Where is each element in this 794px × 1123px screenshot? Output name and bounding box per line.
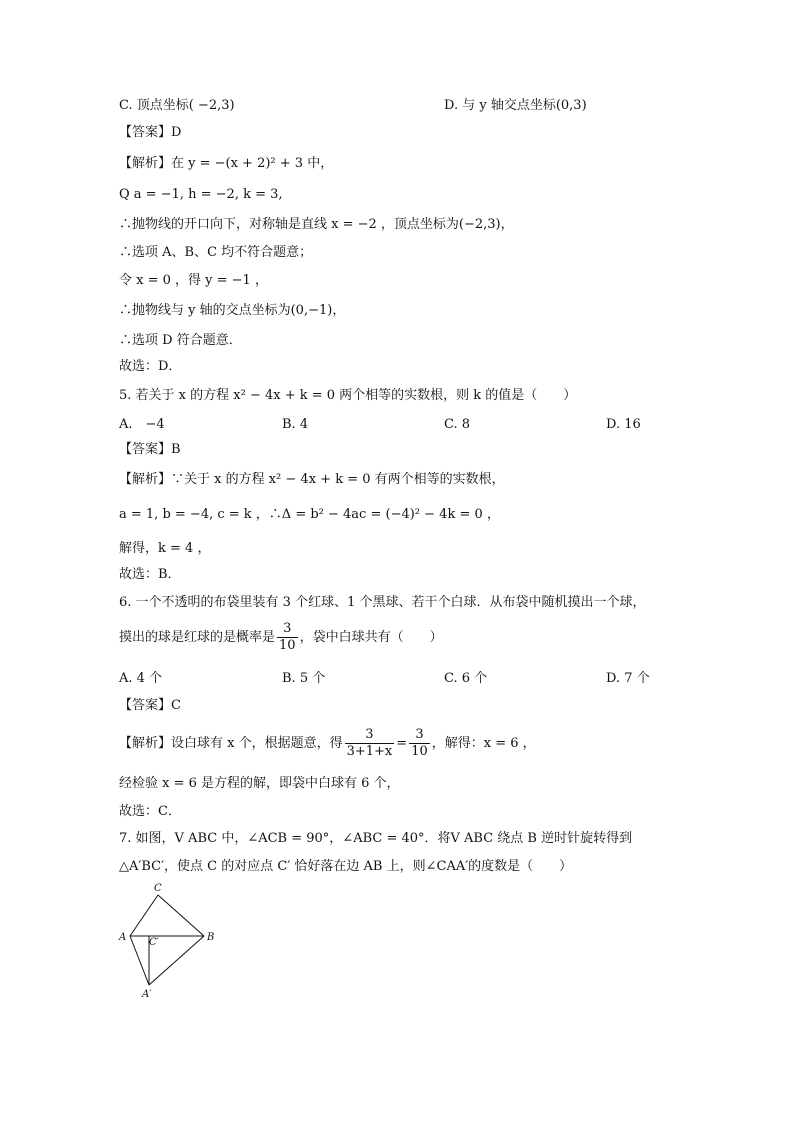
- fraction-denominator: 10: [411, 744, 428, 759]
- q5-analysis-line: 故选：B．: [119, 567, 181, 582]
- label-a-prime: A′: [142, 989, 152, 1000]
- q6-analysis-line-1: [119, 727, 536, 760]
- q6-option-a: A. 4 个: [119, 671, 163, 686]
- q6-option-d: D. 7 个: [606, 671, 650, 686]
- q4-option-c: C. 顶点坐标( −2,3): [119, 98, 235, 113]
- q5-option-a: A. −4: [119, 417, 165, 432]
- q4-analysis-line: ∴抛物线的开口向下，对称轴是直线 x = −2 ，顶点坐标为(−2,3)，: [119, 217, 514, 232]
- q4-analysis-line: ∴选项 D 符合题意．: [119, 333, 242, 348]
- q6-option-b: B. 5 个: [282, 671, 326, 686]
- equals-sign: =: [396, 736, 408, 751]
- q4-analysis-line: 故选：D．: [119, 359, 182, 374]
- q5-analysis-line: a = 1, b = −4, c = k ，∴Δ = b² − 4ac = (−4)² − 4k = 0 ，: [119, 507, 500, 522]
- q6-option-c: C. 6 个: [444, 671, 488, 686]
- q6-analysis-text: ，解得：x = 6 ，: [431, 736, 536, 751]
- q6-analysis-fraction: [409, 727, 430, 760]
- q4-option-d: D. 与 y 轴交点坐标(0,3): [444, 98, 587, 113]
- q5-answer: 【答案】B: [119, 442, 181, 457]
- q4-analysis-line: ∴选项 A、B、C 均不符合题意；: [119, 245, 313, 260]
- q6-analysis-line-3: 故选：C．: [119, 804, 181, 819]
- fraction-denominator: 10: [279, 638, 296, 653]
- q4-analysis-line: Q a = −1, h = −2, k = 3,: [119, 187, 283, 202]
- q5-option-c: C. 8: [444, 417, 471, 432]
- label-b: B: [207, 932, 215, 943]
- q5-analysis-line: 【解析】∵关于 x 的方程 x² − 4x + k = 0 有两个相等的实数根，: [119, 472, 505, 487]
- q6-answer: 【答案】C: [119, 698, 181, 713]
- q4-answer: 【答案】D: [119, 125, 182, 140]
- triangle-rotation-figure: [112, 882, 222, 1000]
- fraction-denominator: 3+1+x: [346, 744, 393, 759]
- fraction-numerator: 3: [409, 727, 430, 744]
- q6-analysis-fraction: [345, 727, 395, 760]
- segment-a-a-prime: [130, 936, 149, 985]
- q6-stem-line-2: [119, 621, 443, 654]
- segment-cb: [158, 895, 204, 936]
- q6-stem-fraction: [277, 621, 298, 654]
- q6-stem-line-1: 6. 一个不透明的布袋里装有 3 个红球、1 个黑球、若干个白球．从布袋中随机摸出一个球，: [119, 595, 646, 610]
- fraction-numerator: 3: [345, 727, 395, 744]
- label-c: C: [154, 883, 162, 894]
- label-c-prime: C′: [149, 937, 159, 948]
- q5-stem: 5. 若关于 x 的方程 x² − 4x + k = 0 两个相等的实数根，则 k 的值是（ ）: [119, 388, 577, 403]
- q5-analysis-line: 解得，k = 4 ，: [119, 541, 211, 556]
- q5-option-d: D. 16: [606, 417, 641, 432]
- q5-option-b: B. 4: [282, 417, 309, 432]
- q4-analysis-line: ∴抛物线与 y 轴的交点坐标为(0,−1)，: [119, 303, 346, 318]
- q6-analysis-line-2: 经检验 x = 6 是方程的解，即袋中白球有 6 个，: [119, 776, 400, 791]
- q6-analysis-text: 【解析】设白球有 x 个，根据题意，得: [119, 736, 343, 751]
- q6-stem-text: 摸出的球是红球的是概率是: [119, 630, 276, 645]
- q4-analysis-line: 【解析】在 y = −(x + 2)² + 3 中，: [119, 156, 334, 171]
- q7-stem-line-1: 7. 如图，V ABC 中，∠ACB = 90°，∠ABC = 40°．将V ABC 绕点 B 逆时针旋转得到: [119, 831, 633, 846]
- fraction-numerator: 3: [277, 621, 298, 638]
- q6-stem-text: ，袋中白球共有（ ）: [299, 630, 443, 645]
- segment-ac: [130, 895, 158, 936]
- q7-stem-line-2: △A′BC′，使点 C 的对应点 C′ 恰好落在边 AB 上，则∠CAA′的度数是（ ）: [119, 859, 573, 874]
- label-a: A: [119, 932, 127, 943]
- q4-analysis-line: 令 x = 0 ，得 y = −1 ，: [119, 273, 268, 288]
